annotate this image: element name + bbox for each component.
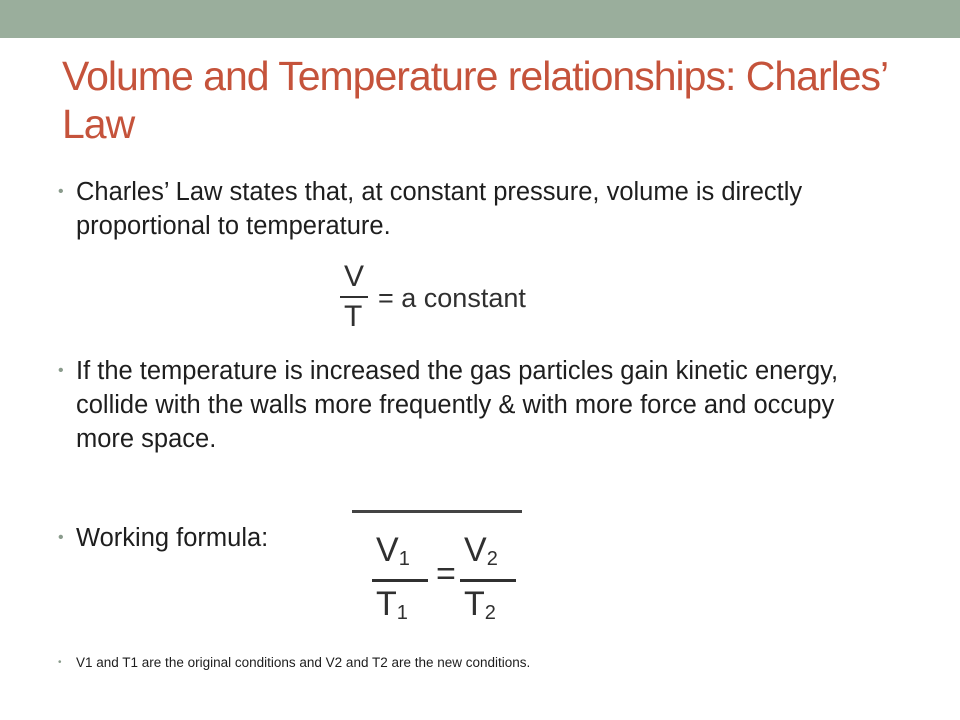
bullet-temperature-increase xyxy=(58,354,888,456)
formula-denominator: T xyxy=(344,300,363,333)
bullet-dot: • xyxy=(58,657,62,668)
bullet-dot: • xyxy=(58,362,64,379)
formula-v2: $V_2$ xyxy=(464,531,498,570)
bullet-dot: • xyxy=(58,183,64,200)
fraction-bar xyxy=(460,579,516,582)
formula-v1: $V_1$ xyxy=(376,531,410,570)
formula-top-rule xyxy=(352,510,522,513)
slide-title: Volume and Temperature relationships: Charles’ Law xyxy=(62,53,887,147)
bullet-text: Charles’ Law states that, at constant pressure, volume is directly proportional to temperature. xyxy=(76,178,803,240)
formula-v-over-t-constant xyxy=(338,260,558,340)
formula-t1: $T_1$ xyxy=(376,585,408,624)
formula-working xyxy=(352,508,522,624)
formula-rhs: = a constant xyxy=(378,283,526,313)
formula-numerator: V xyxy=(344,260,365,293)
formula-t2: $T_2$ xyxy=(464,585,496,624)
top-color-band xyxy=(0,0,960,38)
fraction-bar xyxy=(340,296,368,298)
bullet-text: Working formula: xyxy=(76,524,269,552)
bullet-dot: • xyxy=(58,529,64,546)
fraction-bar xyxy=(372,579,428,582)
bullet-charles-law-statement xyxy=(58,175,888,243)
bullet-text: V1 and T1 are the original conditions and V2 and T2 are the new conditions. xyxy=(76,655,531,670)
bullet-text: If the temperature is increased the gas particles gain kinetic energy, collide with the walls more frequently & with more force and occupy more space. xyxy=(76,357,839,453)
bullet-conditions-note xyxy=(58,652,888,674)
formula-equals: = xyxy=(436,555,456,593)
